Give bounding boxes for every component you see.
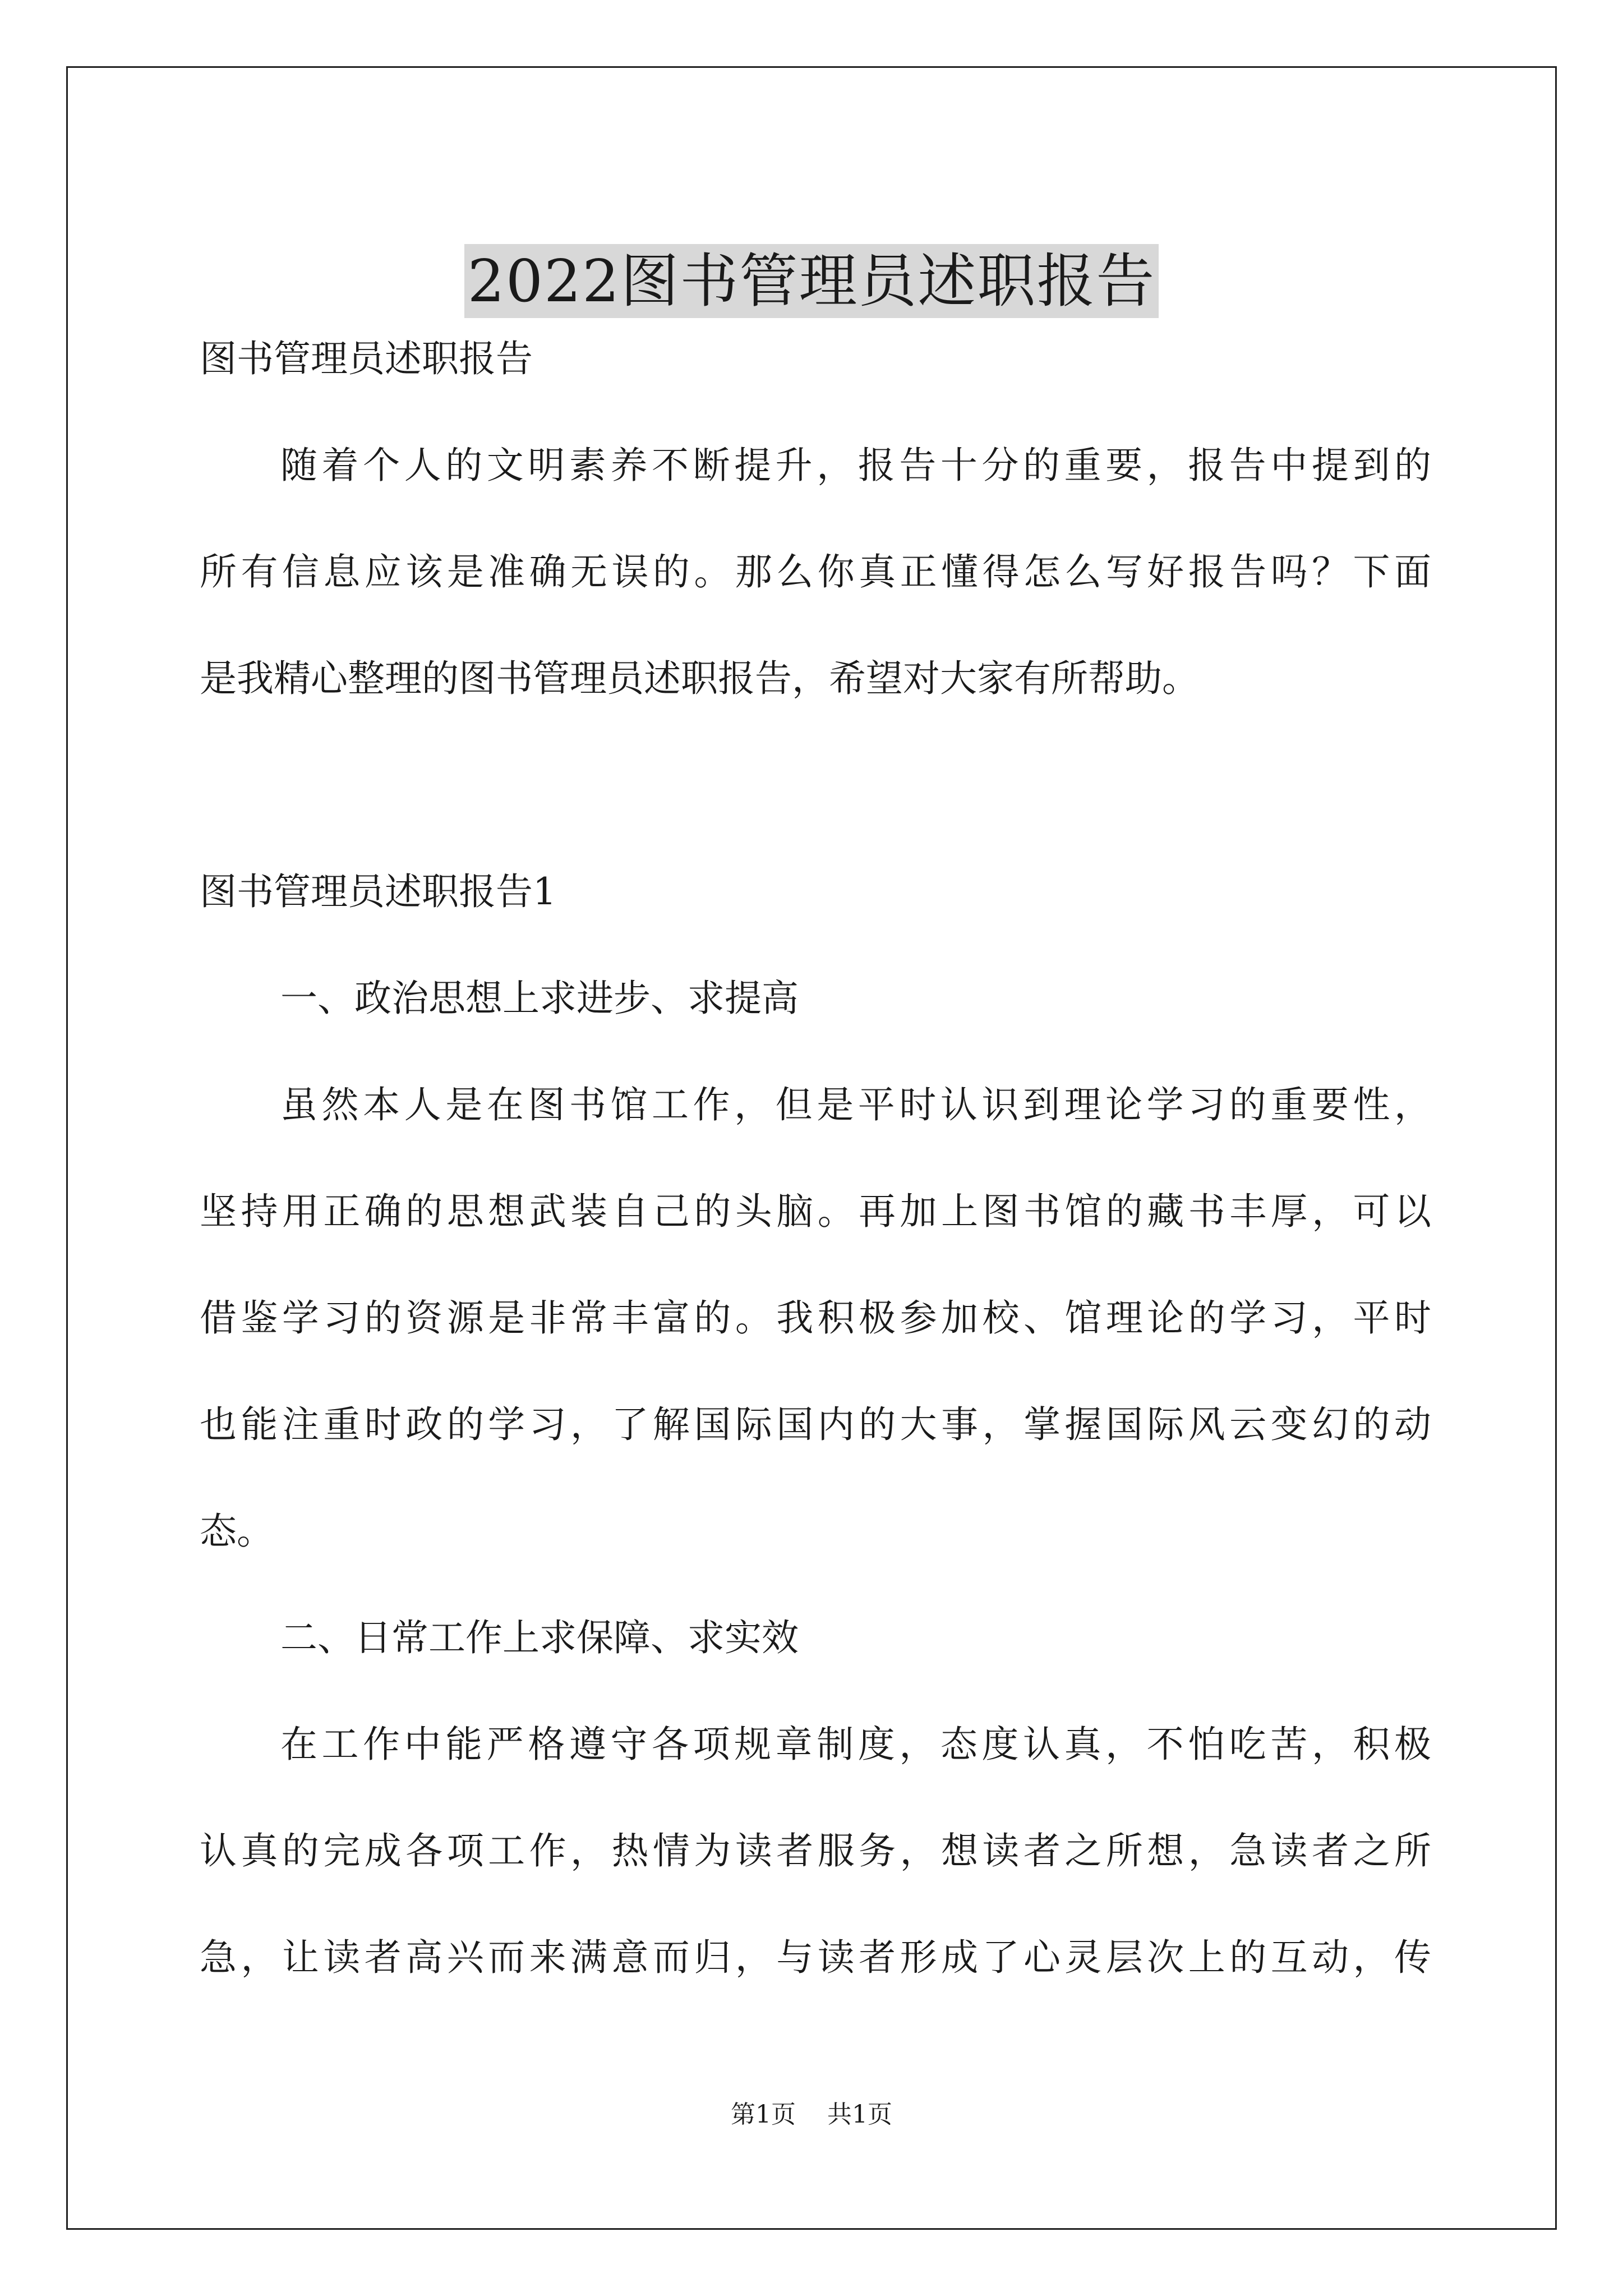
text-line: 一、政治思想上求进步、求提高	[280, 977, 799, 1020]
text-line: 图书管理员述职报告1	[200, 870, 556, 913]
paragraph-gap	[200, 732, 1431, 839]
page-footer	[0, 2098, 1623, 2132]
text-line: 认真的完成各项工作，热情为读者服务，想读者之所想，急读者之所	[200, 1829, 1431, 1872]
text-line: 坚持用正确的思想武装自己的头脑。再加上图书馆的藏书丰厚，可以	[200, 1190, 1431, 1233]
text-line: 态。	[200, 1510, 274, 1553]
text-line: 虽然本人是在图书馆工作，但是平时认识到理论学习的重要性，	[280, 1083, 1431, 1126]
text-line: 在工作中能严格遵守各项规章制度，态度认真，不怕吃苦，积极	[280, 1723, 1431, 1766]
text-line: 随着个人的文明素养不断提升，报告十分的重要，报告中提到的	[280, 444, 1431, 487]
text-line: 所有信息应该是准确无误的。那么你真正懂得怎么写好报告吗？下面	[200, 550, 1431, 593]
text-line: 借鉴学习的资源是非常丰富的。我积极参加校、馆理论的学习，平时	[200, 1296, 1431, 1340]
page-total: 共1页	[827, 2100, 892, 2129]
text-line: 图书管理员述职报告	[200, 337, 533, 380]
text-line: 二、日常工作上求保障、求实效	[280, 1616, 799, 1659]
page-number: 第1页	[731, 2100, 796, 2129]
document-body	[200, 306, 1431, 2011]
text-line: 是我精心整理的图书管理员述职报告，希望对大家有所帮助。	[200, 657, 1199, 700]
document-title: 2022图书管理员述职报告	[464, 244, 1159, 318]
text-line: 也能注重时政的学习，了解国际国内的大事，掌握国际风云变幻的动	[200, 1403, 1431, 1446]
text-line: 急，让读者高兴而来满意而归，与读者形成了心灵层次上的互动，传	[200, 1936, 1431, 1979]
